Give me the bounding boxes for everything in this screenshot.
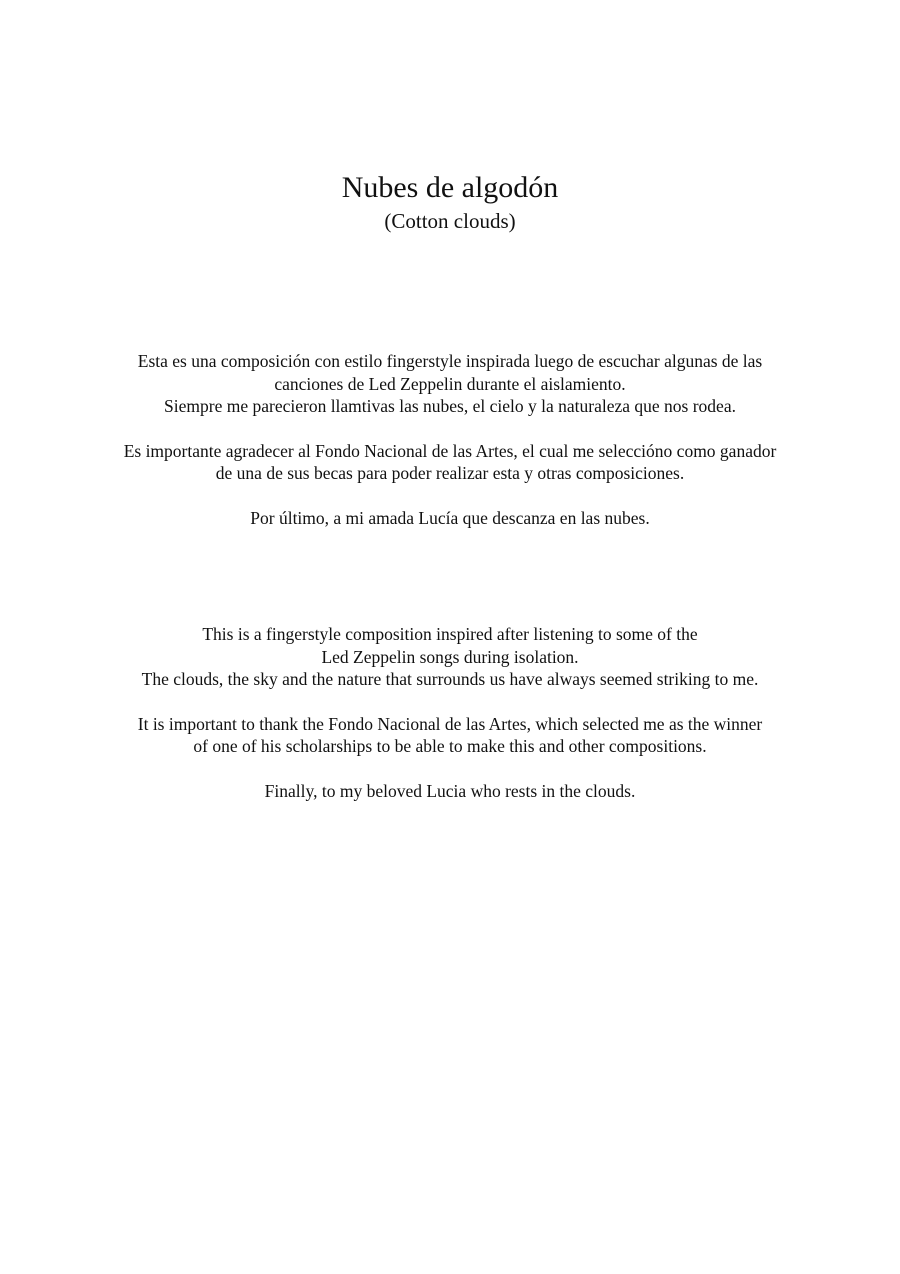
english-paragraph-2 <box>40 713 860 758</box>
page-subtitle: (Cotton clouds) <box>384 209 516 233</box>
english-dedication <box>40 623 860 802</box>
text-line: de una de sus becas para poder realizar esta y otras composiciones. <box>215 463 685 483</box>
text-line: canciones de Led Zeppelin durante el aislamiento. <box>274 373 626 394</box>
english-paragraph-1 <box>40 623 860 691</box>
text-line: Es importante agradecer al Fondo Nacional de las Artes, el cual me selecciónо como ganador <box>123 440 777 461</box>
text-line: Esta es una composición con estilo fingerstyle inspirada luego de escuchar algunas de las <box>137 351 763 371</box>
text-line: Siempre me parecieron llamtivas las nubes, el cielo y la naturaleza que nos rodea. <box>164 396 736 416</box>
english-paragraph-3 <box>40 780 860 803</box>
text-line: It is important to thank the Fondo Nacional de las Artes, which selected me as the winner <box>137 713 763 734</box>
text-line: This is a fingerstyle composition inspired after listening to some of the <box>202 624 698 644</box>
spanish-paragraph-3 <box>40 507 860 530</box>
text-line: Finally, to my beloved Lucia who rests in the clouds. <box>264 780 636 801</box>
spanish-paragraph-2 <box>40 440 860 485</box>
spanish-paragraph-1 <box>40 350 860 418</box>
text-line: Led Zeppelin songs during isolation. <box>321 646 579 667</box>
text-line: The clouds, the sky and the nature that surrounds us have always seemed striking to me. <box>141 669 759 689</box>
spanish-dedication <box>40 350 860 529</box>
text-line: of one of his scholarships to be able to make this and other compositions. <box>193 736 707 756</box>
text-line: Por último, a mi amada Lucía que descanza en las nubes. <box>250 507 650 528</box>
page-title: Nubes de algodón <box>341 171 559 204</box>
